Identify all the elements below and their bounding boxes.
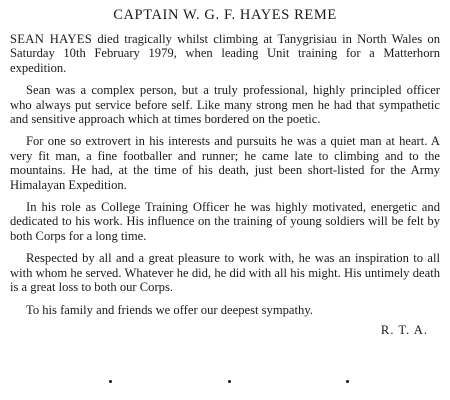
paragraph-6: To his family and friends we offer our deepest sympathy. xyxy=(26,302,313,317)
author-initials: R. T. A. xyxy=(380,322,428,337)
paragraph-1-lead: SEAN HAYES xyxy=(10,32,93,46)
section-separator xyxy=(0,380,450,394)
paragraph-1 xyxy=(10,32,440,75)
separator-dot xyxy=(346,380,349,383)
paragraph-5: Respected by all and a great pleasure to work with, he was an inspiration to all with whom he served. Whatever he did, he did with all his might. His untimely death is a great loss to both our Corps. xyxy=(10,251,440,295)
paragraph-2: Sean was a complex person, but a truly professional, highly principled officer who always put service before self. Like many strong men he had that sympathetic and sensitive approach which at times bordered on the poetic. xyxy=(10,83,440,127)
paragraph-4: In his role as College Training Officer he was highly motivated, energetic and dedicated to his work. His influence on the training of young soldiers will be felt by both Corps for a long time. xyxy=(10,200,440,243)
separator-dot xyxy=(109,380,112,383)
paragraph-1-text: died tragically whilst climbing at Tanygrisiau in North Wales on Saturday 10th February 1979, when leading Unit training for a Matterhorn expedition. xyxy=(10,32,440,75)
separator-dot xyxy=(228,380,231,383)
paragraph-3: For one so extrovert in his interests and pursuits he was a quiet man at heart. A very fit man, a fine footballer and runner; he came late to climbing and to the mountains. He had, at the time of his death, just been short-listed for the Army Himalayan Expedition. xyxy=(10,134,440,192)
article-title: CAPTAIN W. G. F. HAYES REME xyxy=(113,7,337,23)
